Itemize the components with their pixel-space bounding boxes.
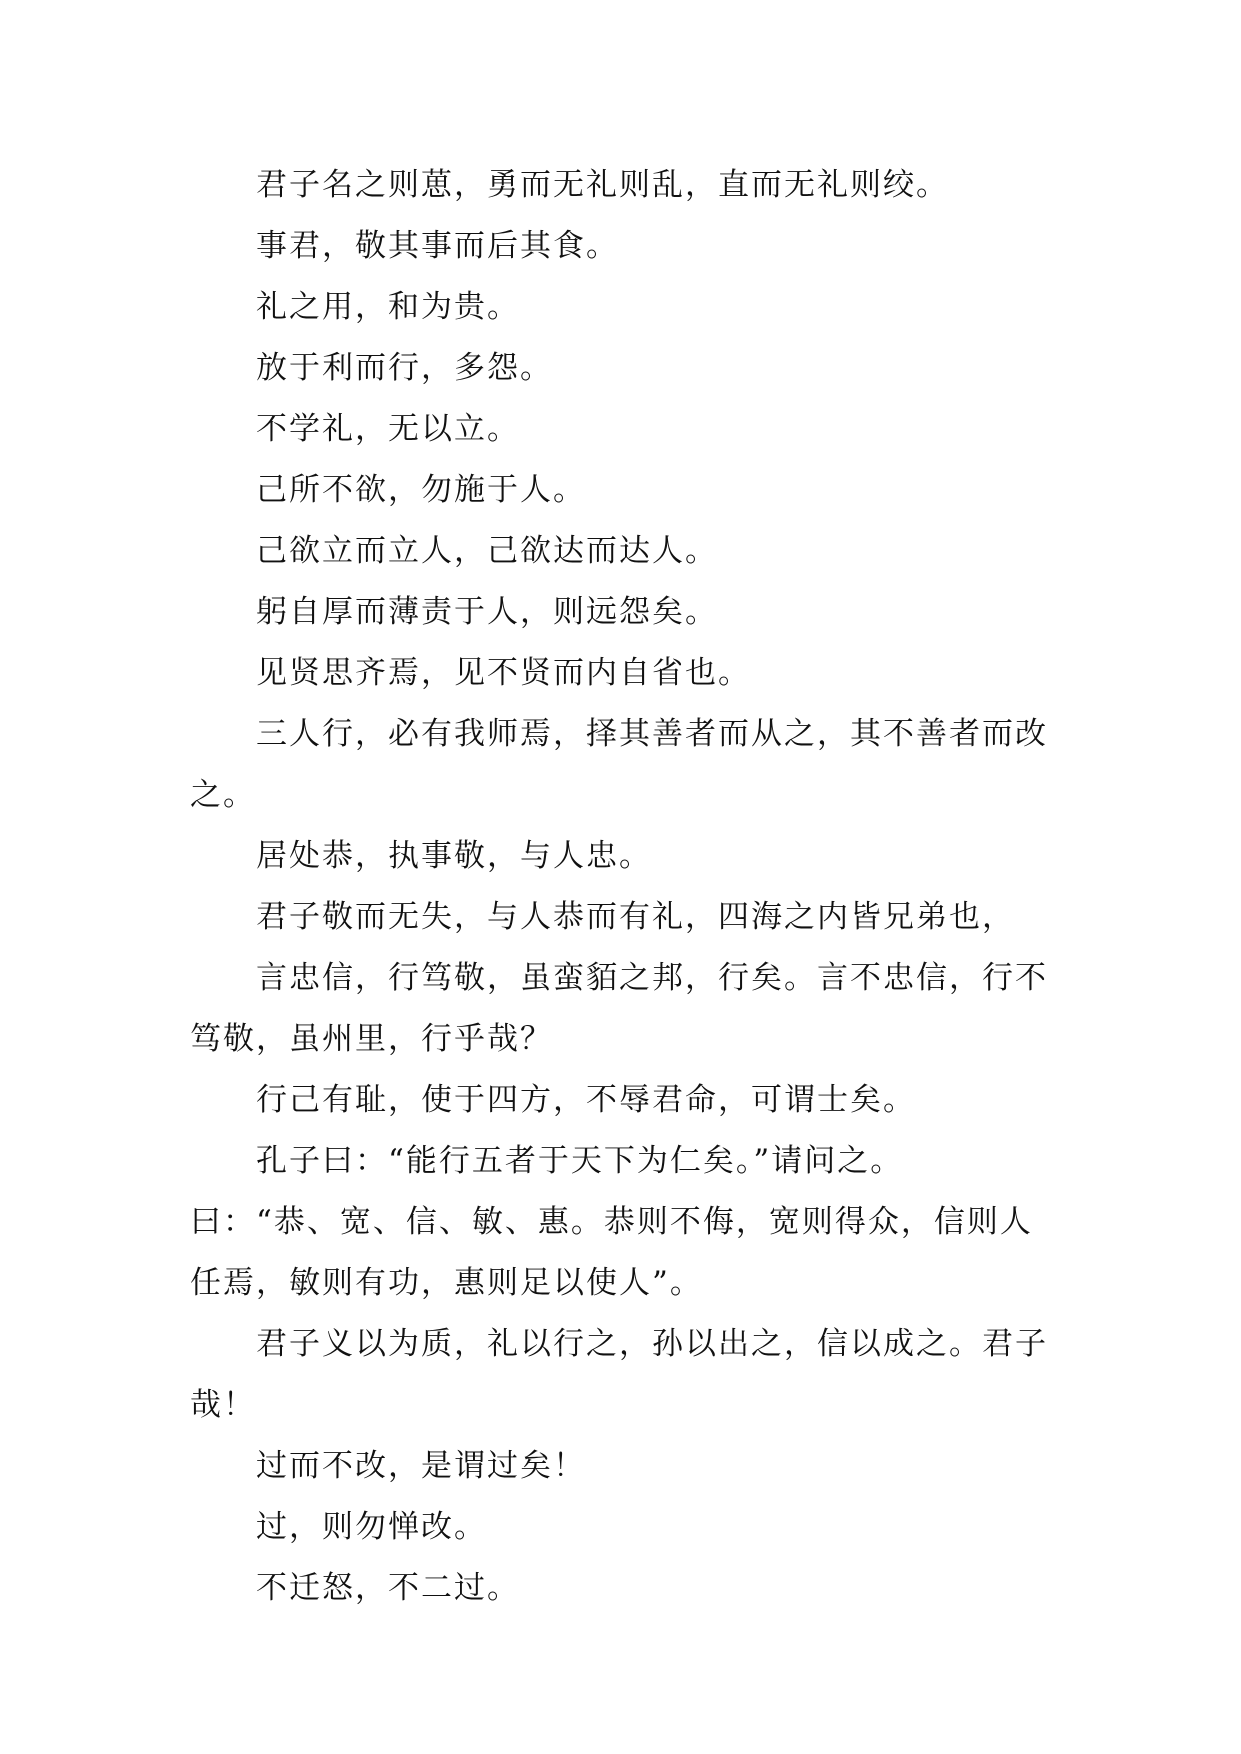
paragraph: 三人行，必有我师焉，择其善者而从之，其不善者而改之。 bbox=[190, 716, 1048, 813]
paragraph: 过，则勿惮改。 bbox=[256, 1509, 487, 1545]
paragraph: 放于利而行，多怨。 bbox=[256, 350, 553, 386]
paragraph: 行己有耻，使于四方，不辱君命，可谓士矣。 bbox=[256, 1082, 916, 1118]
paragraph: 君子义以为质，礼以行之，孙以出之，信以成之。君子哉！ bbox=[190, 1326, 1048, 1423]
paragraph: 居处恭，执事敬，与人忠。 bbox=[256, 838, 652, 874]
paragraph: 礼之用，和为贵。 bbox=[256, 289, 520, 325]
document-body bbox=[190, 155, 1050, 1619]
paragraph: 君子敬而无失，与人恭而有礼，四海之内皆兄弟也， bbox=[256, 899, 1015, 935]
paragraph: 己欲立而立人，己欲达而达人。 bbox=[256, 533, 718, 569]
paragraph: 孔子曰：“能行五者于天下为仁矣。”请问之。曰：“恭、宽、信、敏、惠。恭则不侮，宽则得众，信则人任焉，敏则有功，惠则足以使人”。 bbox=[190, 1143, 1033, 1301]
paragraph: 见贤思齐焉，见不贤而内自省也。 bbox=[256, 655, 751, 691]
paragraph: 事君，敬其事而后其食。 bbox=[256, 228, 619, 264]
paragraph: 君子名之则葸，勇而无礼则乱，直而无礼则绞。 bbox=[256, 167, 949, 203]
paragraph: 不迁怒，不二过。 bbox=[256, 1570, 520, 1606]
paragraph: 过而不改，是谓过矣！ bbox=[256, 1448, 586, 1484]
paragraph: 己所不欲，勿施于人。 bbox=[256, 472, 586, 508]
paragraph: 躬自厚而薄责于人，则远怨矣。 bbox=[256, 594, 718, 630]
paragraph: 言忠信，行笃敬，虽蛮貊之邦，行矣。言不忠信，行不笃敬，虽州里，行乎哉？ bbox=[190, 960, 1048, 1057]
paragraph: 不学礼，无以立。 bbox=[256, 411, 520, 447]
